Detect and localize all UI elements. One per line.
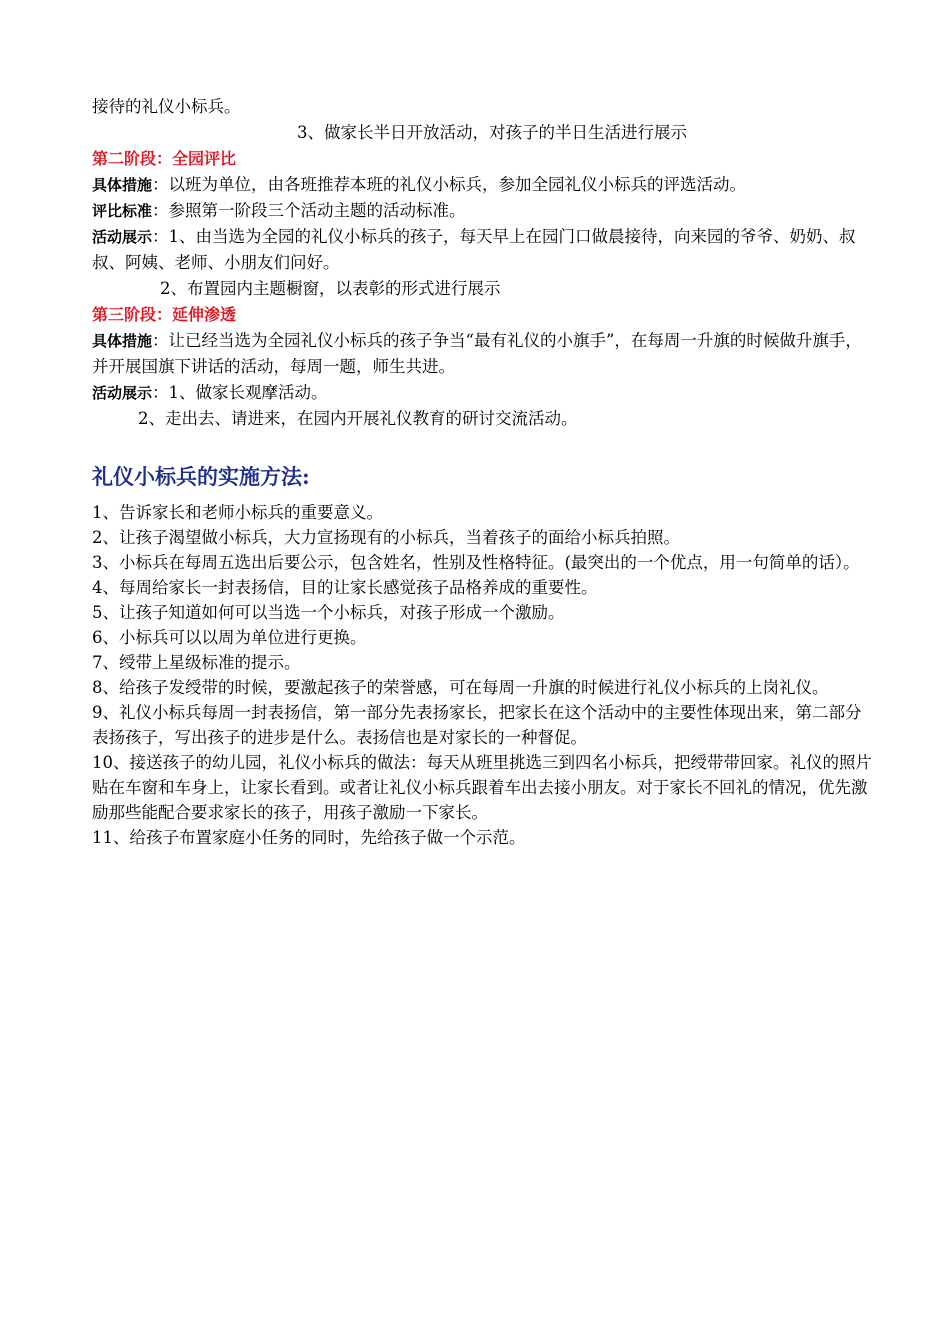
- list-item: 11、给孩子布置家庭小任务的同时，先给孩子做一个示范。: [92, 828, 526, 847]
- list-item: 1、告诉家长和老师小标兵的重要意义。: [92, 503, 383, 522]
- list-item: 9、礼仪小标兵每周一封表扬信，第一部分先表扬家长，把家长在这个活动中的主要性体现出来，第二部分表扬孩子，写出孩子的进步是什么。表扬信也是对家长的一种督促。: [92, 703, 862, 747]
- stage-heading: 第三阶段：延伸渗透: [92, 305, 237, 324]
- paragraph-label: 活动展示: [92, 384, 153, 402]
- list-item: 6、小标兵可以以周为单位进行更换。: [92, 628, 367, 647]
- show-paragraph: [92, 380, 872, 406]
- body-paragraph: 3、做家长半日开放活动，对孩子的半日生活进行展示: [297, 123, 687, 142]
- measure-paragraph: [92, 172, 872, 198]
- show-item: 2、走出去、请进来，在园内开展礼仪教育的研讨交流活动。: [138, 409, 578, 428]
- list-item: 2、让孩子渴望做小标兵，大力宣扬现有的小标兵，当着孩子的面给小标兵拍照。: [92, 528, 680, 547]
- paragraph-text: ：以班为单位，由各班推荐本班的礼仪小标兵，参加全园礼仪小标兵的评选活动。: [152, 175, 747, 194]
- list-item: 3、小标兵在每周五选出后要公示，包含姓名，性别及性格特征。(最突出的一个优点，用一句简单的话）。: [92, 553, 860, 572]
- paragraph-text: ：参照第一阶段三个活动主题的活动标准。: [152, 201, 466, 220]
- standard-paragraph: [92, 198, 872, 224]
- list-item: 5、让孩子知道如何可以当选一个小标兵，对孩子形成一个激励。: [92, 603, 565, 622]
- show-paragraph: [92, 224, 872, 276]
- document-content: [92, 94, 872, 850]
- methods-list: [92, 500, 872, 850]
- paragraph-text: ：让已经当选为全园礼仪小标兵的孩子争当“最有礼仪的小旗手”，在每周一升旗的时候做升旗手，并开展国旗下讲话的活动，每周一题，师生共进。: [92, 331, 862, 376]
- paragraph-label: 具体措施: [92, 176, 153, 194]
- section-title: 礼仪小标兵的实施方法:: [92, 464, 310, 489]
- list-item: 8、给孩子发绶带的时候，要激起孩子的荣誉感，可在每周一升旗的时候进行礼仪小标兵的上岗礼仪。: [92, 678, 829, 697]
- paragraph-text: ：1、做家长观摩活动。: [152, 383, 328, 402]
- list-item: 7、绶带上星级标准的提示。: [92, 653, 301, 672]
- paragraph-label: 评比标准: [92, 202, 153, 220]
- paragraph-label: 活动展示: [92, 228, 153, 246]
- paragraph-label: 具体措施: [92, 332, 153, 350]
- show-item: 2、布置园内主题橱窗，以表彰的形式进行展示: [160, 279, 501, 298]
- list-item: 4、每周给家长一封表扬信，目的让家长感觉孩子品格养成的重要性。: [92, 578, 598, 597]
- stage-heading: 第二阶段：全园评比: [92, 149, 237, 168]
- list-item: 10、接送孩子的幼儿园，礼仪小标兵的做法：每天从班里挑选三到四名小标兵，把绶带带回家。礼仪的照片贴在车窗和车身上，让家长看到。或者让礼仪小标兵跟着车出去接小朋友。对于家长不回礼的情况，优先激励那些能配合要求家长的孩子，用孩子激励一下家长。: [92, 753, 872, 822]
- paragraph-text: ：1、由当选为全园的礼仪小标兵的孩子，每天早上在园门口做晨接待，向来园的爷爷、奶奶、叔叔、阿姨、老师、小朋友们问好。: [92, 227, 856, 272]
- body-paragraph: 接待的礼仪小标兵。: [92, 97, 241, 116]
- measure-paragraph: [92, 328, 872, 380]
